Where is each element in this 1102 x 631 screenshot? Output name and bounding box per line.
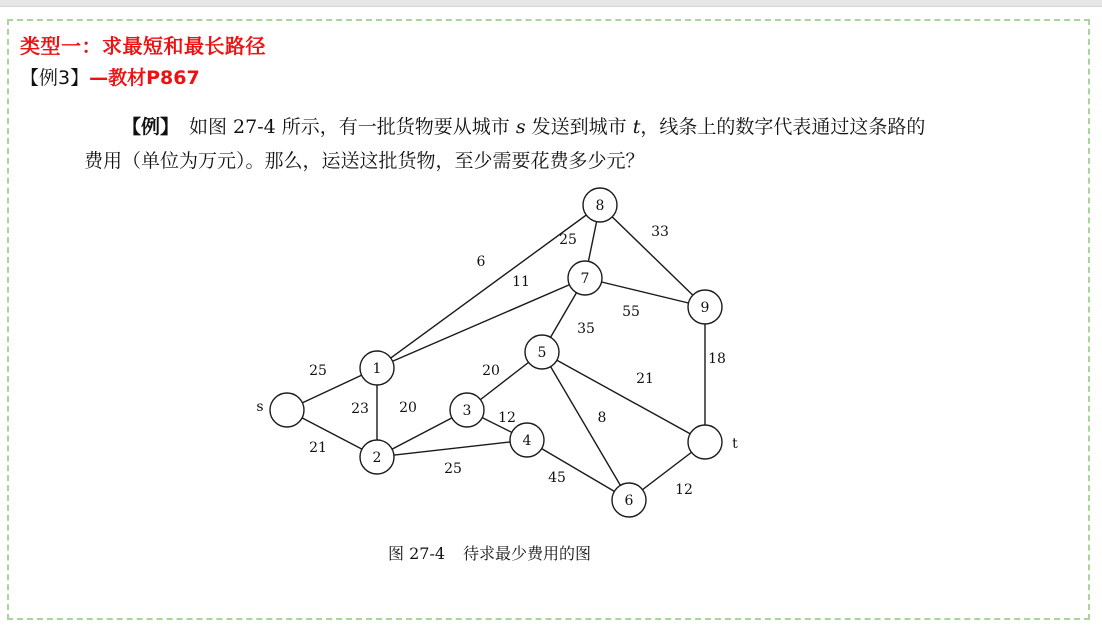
problem-text-2: 发送到城市 <box>525 116 633 138</box>
problem-text-3: ，线条上的数字代表通过这条路的费用（单位为万元）。那么，运送这批货物，至少需要花费多少元？ <box>84 116 926 172</box>
edge-weight-3-5: 20 <box>482 363 500 379</box>
problem-lead: 【例】 <box>122 116 180 138</box>
edge-weight-1-7: 11 <box>512 274 530 290</box>
edge-weight-3-4: 12 <box>498 410 516 426</box>
node-label-7: 7 <box>580 271 590 287</box>
node-label-5: 5 <box>537 345 547 361</box>
node-name-s: s <box>256 399 264 415</box>
node-s <box>270 393 304 427</box>
node-t <box>688 425 722 459</box>
edge-4-6 <box>527 440 629 500</box>
edge-weight-5-6: 8 <box>597 410 607 426</box>
node-label-4: 4 <box>522 433 532 449</box>
node-label-8: 8 <box>595 198 605 214</box>
edge-weight-s-2: 21 <box>309 440 327 456</box>
figure-caption <box>388 541 591 564</box>
edge-weight-4-6: 45 <box>548 470 566 486</box>
edge-7-9 <box>585 278 705 307</box>
node-name-t: t <box>732 436 738 452</box>
edge-weight-5-7: 35 <box>577 321 595 337</box>
node-label-1: 1 <box>372 361 382 377</box>
figure-title: 待求最少费用的图 <box>463 544 592 563</box>
node-label-6: 6 <box>624 493 634 509</box>
edge-weight-7-9: 55 <box>622 304 640 320</box>
edge-weight-5-t: 21 <box>636 371 654 387</box>
edge-weight-1-2: 23 <box>351 401 369 417</box>
problem-text-1: 如图 27-4 所示，有一批货物要从城市 <box>189 116 516 138</box>
edge-weight-s-1: 25 <box>309 363 327 379</box>
problem-city-s: s <box>515 116 526 138</box>
figure-number: 图 27-4 <box>388 544 446 563</box>
edge-8-9 <box>600 205 705 307</box>
problem-city-t: t <box>632 116 641 138</box>
example-reference: —教材P867 <box>89 67 200 89</box>
example-tag: 【例3】 <box>20 67 90 89</box>
node-label-3: 3 <box>462 403 472 419</box>
node-label-2: 2 <box>372 450 382 466</box>
edge-weight-2-4: 25 <box>444 461 462 477</box>
edge-weight-9-t: 18 <box>708 351 726 367</box>
edge-weight-2-3: 20 <box>399 400 417 416</box>
edge-weight-8-9: 33 <box>651 224 669 240</box>
edge-weight-7-8: 25 <box>559 232 577 248</box>
edge-weight-6-t: 12 <box>675 482 693 498</box>
node-label-9: 9 <box>700 300 710 316</box>
edge-5-t <box>542 352 705 442</box>
edge-2-4 <box>377 440 527 457</box>
section-heading: 类型一：求最短和最长路径 <box>20 34 266 58</box>
edge-weight-1-8: 6 <box>476 254 486 270</box>
